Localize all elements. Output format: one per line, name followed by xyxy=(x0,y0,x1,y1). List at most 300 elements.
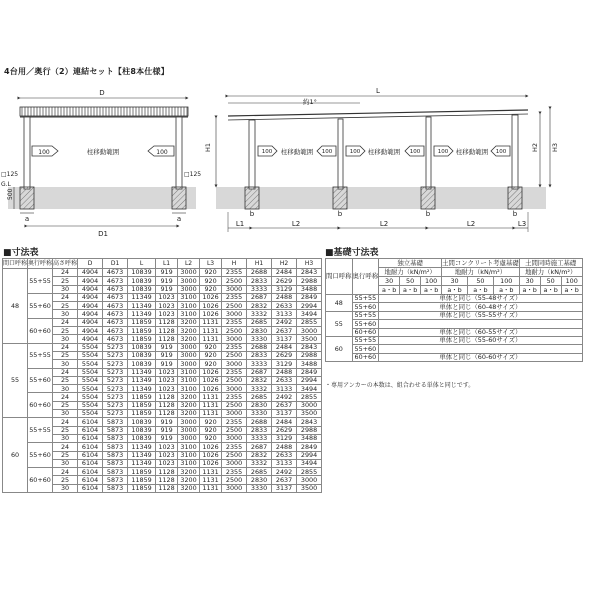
table-cell: 4673 xyxy=(103,277,128,285)
table-cell: 5504 xyxy=(78,401,103,409)
table-cell: 3000 xyxy=(222,285,247,293)
table-cell: 1131 xyxy=(200,327,222,335)
table-cell: 1128 xyxy=(156,327,178,335)
table-cell: 30 xyxy=(53,434,78,442)
dim-table-title: ■寸法表 xyxy=(3,248,39,258)
table-cell: 3500 xyxy=(297,335,322,343)
table-cell: 11859 xyxy=(128,318,156,326)
table-cell: 1026 xyxy=(200,385,222,393)
ab-cell: a・b xyxy=(467,286,493,295)
okuyuki-cell: 55+55 xyxy=(28,269,53,294)
table-cell: 2832 xyxy=(247,376,272,384)
label-move-range-front: 柱移動範囲 xyxy=(86,148,120,156)
table-cell: 24 xyxy=(53,293,78,301)
table-cell: 4673 xyxy=(103,293,128,301)
table-cell: 30 xyxy=(53,285,78,293)
table-cell: 2500 xyxy=(222,302,247,310)
table-cell: 3332 xyxy=(247,385,272,393)
table-cell: 2492 xyxy=(272,393,297,401)
note-cell xyxy=(379,320,583,328)
table-cell: 1023 xyxy=(156,459,178,467)
table-row xyxy=(3,293,322,301)
table-cell: 2830 xyxy=(247,476,272,484)
table-cell: 5873 xyxy=(103,426,128,434)
table-cell: 920 xyxy=(200,277,222,285)
table-cell: 2687 xyxy=(247,368,272,376)
table-cell: 6104 xyxy=(78,434,103,442)
left-post xyxy=(24,117,30,189)
okuyuki-cell: 55+60 xyxy=(28,293,53,318)
table-cell: 2355 xyxy=(222,468,247,476)
table-cell: 3000 xyxy=(297,401,322,409)
table-cell: 5873 xyxy=(103,434,128,442)
table-cell: 3000 xyxy=(178,343,200,351)
table-cell: 11859 xyxy=(128,476,156,484)
ab-cell: a・b xyxy=(561,286,582,295)
table-cell: 3000 xyxy=(222,310,247,318)
table-cell: 3133 xyxy=(272,310,297,318)
maguchi-cell: 55 xyxy=(326,311,353,336)
table-cell: 11859 xyxy=(128,484,156,492)
table-cell: 3000 xyxy=(222,335,247,343)
strength-cell: 30 xyxy=(519,277,540,286)
table-cell: 4904 xyxy=(78,302,103,310)
dim-header-cell: D1 xyxy=(103,259,128,269)
okuyuki-cell: 55+60 xyxy=(352,345,379,353)
table-cell: 2492 xyxy=(272,318,297,326)
table-cell: 2484 xyxy=(272,418,297,426)
table-cell: 919 xyxy=(156,434,178,442)
table-cell: 2637 xyxy=(272,327,297,335)
found-type-3: 土間同時施工基礎 xyxy=(519,259,582,268)
right-post xyxy=(176,117,182,189)
table-cell: 3100 xyxy=(178,443,200,451)
table-cell: 11859 xyxy=(128,335,156,343)
table-cell: 2832 xyxy=(247,302,272,310)
table-cell: 25 xyxy=(53,327,78,335)
table-cell: 919 xyxy=(156,351,178,359)
table-row xyxy=(3,343,322,351)
table-cell: 3100 xyxy=(178,293,200,301)
label-a-right: a xyxy=(176,215,182,223)
table-cell: 11859 xyxy=(128,393,156,401)
found-unit-1: 地耐力（kN/m²） xyxy=(379,268,442,277)
table-cell: 3200 xyxy=(178,318,200,326)
table-cell: 3137 xyxy=(272,484,297,492)
table-cell: 2629 xyxy=(272,277,297,285)
label-125-left: □125 xyxy=(1,171,19,178)
table-cell: 25 xyxy=(53,476,78,484)
okuyuki-cell: 55+55 xyxy=(28,418,53,443)
post-3 xyxy=(426,117,431,189)
table-cell: 6104 xyxy=(78,484,103,492)
table-cell: 3000 xyxy=(222,459,247,467)
dim-header-cell: L xyxy=(128,259,156,269)
table-cell: 10839 xyxy=(128,285,156,293)
table-cell: 4673 xyxy=(103,335,128,343)
table-cell: 919 xyxy=(156,418,178,426)
table-cell: 2685 xyxy=(247,393,272,401)
table-cell: 3333 xyxy=(247,434,272,442)
strength-cell: 30 xyxy=(442,277,468,286)
table-cell: 4673 xyxy=(103,318,128,326)
table-cell: 1026 xyxy=(200,368,222,376)
table-cell: 25 xyxy=(53,426,78,434)
table-cell: 6104 xyxy=(78,418,103,426)
label-100-s6: 100 xyxy=(495,149,507,155)
table-cell: 24 xyxy=(53,343,78,351)
table-cell: 11349 xyxy=(128,310,156,318)
table-cell: 2830 xyxy=(247,327,272,335)
table-cell: 5504 xyxy=(78,376,103,384)
table-cell: 5504 xyxy=(78,385,103,393)
table-cell: 24 xyxy=(53,418,78,426)
ab-cell: a・b xyxy=(540,286,561,295)
okuyuki-cell: 60+60 xyxy=(352,353,379,361)
table-cell: 3000 xyxy=(222,385,247,393)
table-cell: 3488 xyxy=(297,434,322,442)
table-cell: 3488 xyxy=(297,285,322,293)
strength-cell: 50 xyxy=(467,277,493,286)
table-cell: 3000 xyxy=(178,351,200,359)
table-cell: 2500 xyxy=(222,351,247,359)
table-cell: 4673 xyxy=(103,302,128,310)
table-cell: 5273 xyxy=(103,360,128,368)
table-cell: 2849 xyxy=(297,368,322,376)
label-L1: L1 xyxy=(235,220,245,228)
label-GL: G.L xyxy=(1,181,11,188)
label-b-4: b xyxy=(512,210,518,218)
label-a-left: a xyxy=(24,215,30,223)
table-cell: 10839 xyxy=(128,351,156,359)
table-cell: 6104 xyxy=(78,468,103,476)
table-cell: 2988 xyxy=(297,351,322,359)
table-cell: 2855 xyxy=(297,318,322,326)
note-cell: 単体と同じ（55-60サイズ） xyxy=(379,336,583,344)
structure-diagram xyxy=(0,76,600,236)
table-cell: 5273 xyxy=(103,368,128,376)
note-cell: 単体と同じ（60-60サイズ） xyxy=(379,353,583,361)
table-cell: 6104 xyxy=(78,426,103,434)
table-cell: 24 xyxy=(53,393,78,401)
table-cell: 2833 xyxy=(247,426,272,434)
table-cell: 4904 xyxy=(78,318,103,326)
table-cell: 3488 xyxy=(297,360,322,368)
table-cell: 3200 xyxy=(178,327,200,335)
table-cell: 3494 xyxy=(297,310,322,318)
table-cell: 3500 xyxy=(297,410,322,418)
table-cell: 30 xyxy=(53,335,78,343)
table-cell: 5273 xyxy=(103,343,128,351)
table-cell: 2629 xyxy=(272,351,297,359)
table-cell: 1128 xyxy=(156,318,178,326)
label-D: D xyxy=(99,89,105,97)
okuyuki-cell: 60+60 xyxy=(352,328,379,336)
dim-header-cell: H1 xyxy=(247,259,272,269)
table-cell: 4904 xyxy=(78,285,103,293)
table-cell: 2355 xyxy=(222,269,247,277)
table-cell: 2994 xyxy=(297,451,322,459)
table-cell: 5504 xyxy=(78,360,103,368)
table-cell: 1131 xyxy=(200,401,222,409)
table-cell: 4673 xyxy=(103,285,128,293)
label-b-3: b xyxy=(425,210,431,218)
strength-cell: 30 xyxy=(379,277,400,286)
table-cell: 4904 xyxy=(78,269,103,277)
table-cell: 2637 xyxy=(272,476,297,484)
table-cell: 2830 xyxy=(247,401,272,409)
table-cell: 2500 xyxy=(222,426,247,434)
note-cell: 単体と同じ（55-55サイズ） xyxy=(379,311,583,319)
ab-cell: a・b xyxy=(379,286,400,295)
table-cell: 3333 xyxy=(247,285,272,293)
table-cell: 11859 xyxy=(128,410,156,418)
maguchi-cell: 48 xyxy=(326,295,353,312)
table-cell: 1026 xyxy=(200,310,222,318)
label-H1: H1 xyxy=(204,142,212,152)
table-cell: 920 xyxy=(200,351,222,359)
table-cell: 2988 xyxy=(297,277,322,285)
strength-cell: 100 xyxy=(561,277,582,286)
ab-cell: a・b xyxy=(400,286,421,295)
strength-cell: 100 xyxy=(421,277,442,286)
table-cell: 3100 xyxy=(178,376,200,384)
table-cell: 5873 xyxy=(103,443,128,451)
table-cell: 3137 xyxy=(272,410,297,418)
table-cell: 2988 xyxy=(297,426,322,434)
left-footing xyxy=(20,187,34,209)
table-cell: 2484 xyxy=(272,343,297,351)
table-cell: 25 xyxy=(53,277,78,285)
table-cell: 2633 xyxy=(272,376,297,384)
dim-header-cell: L3 xyxy=(200,259,222,269)
table-cell: 5873 xyxy=(103,468,128,476)
table-cell: 2994 xyxy=(297,376,322,384)
maguchi-cell: 55 xyxy=(3,343,28,418)
table-cell: 2488 xyxy=(272,443,297,451)
table-cell: 2355 xyxy=(222,318,247,326)
dim-header-cell: H3 xyxy=(297,259,322,269)
label-slope: 約1° xyxy=(303,98,317,106)
label-b-2: b xyxy=(337,210,343,218)
table-cell: 3100 xyxy=(178,385,200,393)
table-cell: 2492 xyxy=(272,468,297,476)
table-cell: 3000 xyxy=(178,426,200,434)
table-cell: 5273 xyxy=(103,401,128,409)
okuyuki-cell: 55+60 xyxy=(352,303,379,311)
table-cell: 5873 xyxy=(103,451,128,459)
table-cell: 1131 xyxy=(200,468,222,476)
table-cell: 11349 xyxy=(128,293,156,301)
table-row xyxy=(3,269,322,277)
table-row xyxy=(3,443,322,451)
table-cell: 5504 xyxy=(78,410,103,418)
dimension-table xyxy=(2,258,322,493)
table-cell: 2500 xyxy=(222,476,247,484)
table-cell: 10839 xyxy=(128,434,156,442)
table-cell: 1128 xyxy=(156,393,178,401)
table-cell: 3100 xyxy=(178,302,200,310)
label-500: 500 xyxy=(7,188,14,200)
table-cell: 30 xyxy=(53,484,78,492)
table-cell: 10839 xyxy=(128,426,156,434)
table-cell: 30 xyxy=(53,459,78,467)
table-cell: 1023 xyxy=(156,302,178,310)
table-cell: 919 xyxy=(156,426,178,434)
table-cell: 3000 xyxy=(178,434,200,442)
table-cell: 1131 xyxy=(200,476,222,484)
table-cell: 2688 xyxy=(247,269,272,277)
table-cell: 1128 xyxy=(156,335,178,343)
page-title: 4台用／奥行（2）連結セット【柱8本仕様】 xyxy=(4,67,169,76)
table-cell: 4673 xyxy=(103,327,128,335)
table-cell: 920 xyxy=(200,360,222,368)
table-cell: 2355 xyxy=(222,393,247,401)
table-cell: 1128 xyxy=(156,468,178,476)
table-cell: 920 xyxy=(200,343,222,351)
found-h-maguchi: 間口呼称 xyxy=(326,259,353,295)
table-cell: 1128 xyxy=(156,401,178,409)
table-cell: 2685 xyxy=(247,468,272,476)
label-D1: D1 xyxy=(98,230,108,236)
table-cell: 3332 xyxy=(247,459,272,467)
table-cell: 11349 xyxy=(128,451,156,459)
table-cell: 2849 xyxy=(297,293,322,301)
label-100-s1: 100 xyxy=(261,149,273,155)
table-cell: 5504 xyxy=(78,393,103,401)
dim-header-cell: H xyxy=(222,259,247,269)
table-cell: 5504 xyxy=(78,351,103,359)
ab-cell: a・b xyxy=(493,286,519,295)
label-L3: L3 xyxy=(517,220,527,228)
table-cell: 30 xyxy=(53,385,78,393)
table-cell: 3200 xyxy=(178,468,200,476)
foundation-table xyxy=(325,258,583,362)
table-cell: 4673 xyxy=(103,269,128,277)
table-cell: 5273 xyxy=(103,385,128,393)
found-unit-2: 地耐力（kN/m²） xyxy=(442,268,520,277)
table-cell: 2687 xyxy=(247,443,272,451)
table-cell: 919 xyxy=(156,277,178,285)
label-H3: H3 xyxy=(551,142,559,152)
table-cell: 2488 xyxy=(272,293,297,301)
table-cell: 11349 xyxy=(128,302,156,310)
table-cell: 3000 xyxy=(222,410,247,418)
table-cell: 5273 xyxy=(103,376,128,384)
table-cell: 11859 xyxy=(128,327,156,335)
table-cell: 2355 xyxy=(222,343,247,351)
table-cell: 3330 xyxy=(247,335,272,343)
dim-header-cell: H2 xyxy=(272,259,297,269)
table-cell: 3100 xyxy=(178,459,200,467)
table-cell: 920 xyxy=(200,269,222,277)
table-cell: 3500 xyxy=(297,484,322,492)
table-cell: 2687 xyxy=(247,293,272,301)
label-L: L xyxy=(376,87,380,95)
ab-cell: a・b xyxy=(421,286,442,295)
note-cell: 単体と同じ（55-48サイズ） xyxy=(379,295,583,303)
table-row xyxy=(3,318,322,326)
table-cell: 3100 xyxy=(178,451,200,459)
table-cell: 3000 xyxy=(178,269,200,277)
table-cell: 2500 xyxy=(222,277,247,285)
table-cell: 6104 xyxy=(78,459,103,467)
label-L2-c: L2 xyxy=(466,220,476,228)
table-cell: 2500 xyxy=(222,327,247,335)
side-view xyxy=(216,96,550,232)
table-cell: 2484 xyxy=(272,269,297,277)
table-cell: 1023 xyxy=(156,368,178,376)
table-cell: 3133 xyxy=(272,385,297,393)
table-cell: 1023 xyxy=(156,310,178,318)
strength-cell: 100 xyxy=(493,277,519,286)
table-cell: 1026 xyxy=(200,302,222,310)
found-type-1: 独立基礎 xyxy=(379,259,442,268)
table-cell: 4904 xyxy=(78,327,103,335)
table-row xyxy=(3,418,322,426)
maguchi-cell: 60 xyxy=(326,336,353,361)
table-cell: 1131 xyxy=(200,393,222,401)
table-cell: 2833 xyxy=(247,277,272,285)
table-cell: 3000 xyxy=(297,327,322,335)
okuyuki-cell: 55+60 xyxy=(352,320,379,328)
strength-cell: 50 xyxy=(400,277,421,286)
table-cell: 3494 xyxy=(297,385,322,393)
ab-cell: a・b xyxy=(519,286,540,295)
table-cell: 11859 xyxy=(128,468,156,476)
okuyuki-cell: 60+60 xyxy=(28,393,53,418)
table-cell: 2994 xyxy=(297,302,322,310)
ground-band xyxy=(216,187,546,209)
table-cell: 919 xyxy=(156,360,178,368)
table-cell: 24 xyxy=(53,443,78,451)
table-cell: 11349 xyxy=(128,376,156,384)
table-cell: 1023 xyxy=(156,451,178,459)
table-cell: 919 xyxy=(156,285,178,293)
post-4 xyxy=(512,115,518,189)
table-cell: 5504 xyxy=(78,343,103,351)
label-H2: H2 xyxy=(531,142,539,152)
table-cell: 25 xyxy=(53,351,78,359)
table-cell: 2500 xyxy=(222,376,247,384)
ab-cell: a・b xyxy=(442,286,468,295)
table-cell: 2629 xyxy=(272,426,297,434)
table-cell: 3000 xyxy=(178,360,200,368)
table-cell: 1131 xyxy=(200,410,222,418)
table-cell: 10839 xyxy=(128,418,156,426)
table-cell: 3129 xyxy=(272,360,297,368)
table-cell: 2855 xyxy=(297,393,322,401)
dim-header-cell: D xyxy=(78,259,103,269)
table-cell: 2849 xyxy=(297,443,322,451)
table-cell: 2833 xyxy=(247,351,272,359)
okuyuki-cell: 60+60 xyxy=(28,318,53,343)
table-cell: 3137 xyxy=(272,335,297,343)
table-cell: 4904 xyxy=(78,335,103,343)
table-cell: 3133 xyxy=(272,459,297,467)
dim-table-header xyxy=(3,259,322,269)
table-cell: 10839 xyxy=(128,360,156,368)
table-cell: 1023 xyxy=(156,293,178,301)
label-125-right: □125 xyxy=(184,171,202,178)
table-cell: 2832 xyxy=(247,451,272,459)
table-cell: 25 xyxy=(53,401,78,409)
table-cell: 2633 xyxy=(272,451,297,459)
note-cell xyxy=(379,345,583,353)
table-cell: 3000 xyxy=(178,285,200,293)
okuyuki-cell: 55+60 xyxy=(28,443,53,468)
table-cell: 3332 xyxy=(247,310,272,318)
